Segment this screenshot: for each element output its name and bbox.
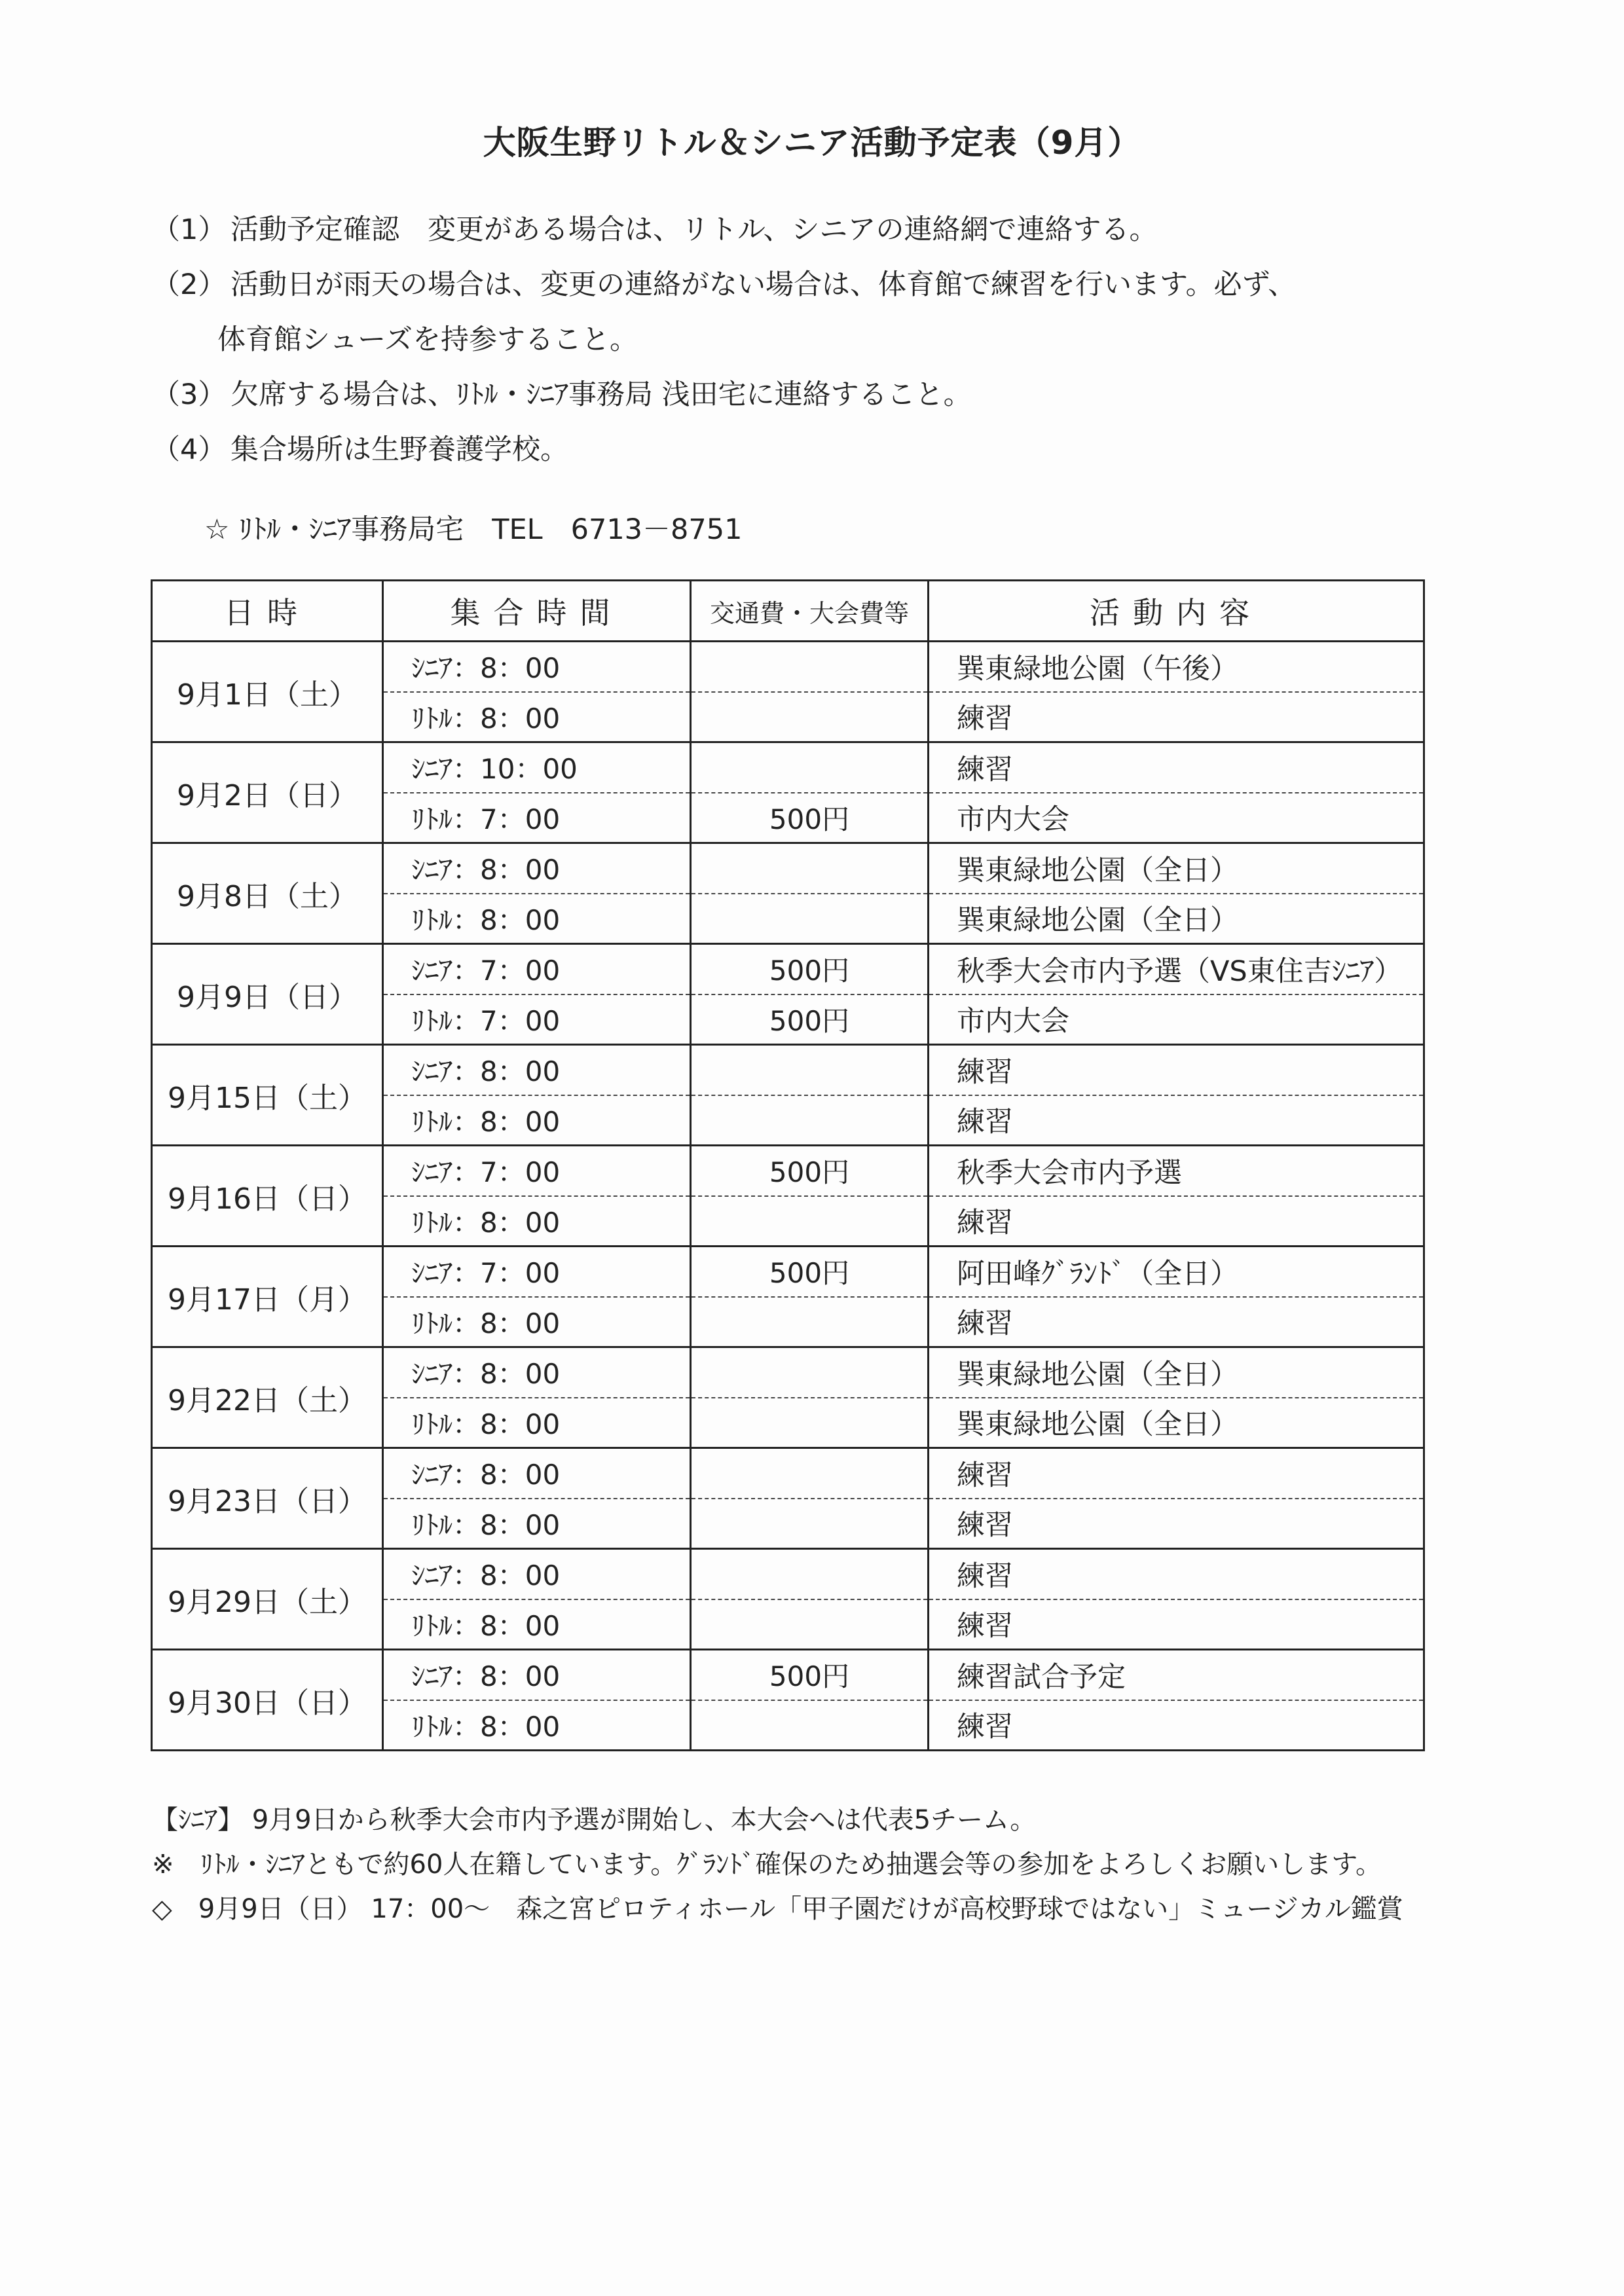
little-fee-cell: [691, 1095, 929, 1146]
little-activity-cell: 市内大会: [929, 793, 1424, 843]
senior-activity-cell: 練習: [929, 1448, 1424, 1499]
date-cell: 9月15日（土）: [152, 1045, 383, 1146]
senior-activity-cell: 練習: [929, 1045, 1424, 1095]
note-item: [152, 268, 1462, 356]
date-cell: 9月16日（日）: [152, 1146, 383, 1247]
little-time-cell: ﾘﾄﾙ：8：00: [383, 1499, 691, 1549]
little-fee-cell: 500円: [691, 793, 929, 843]
table-row-senior: [152, 742, 1424, 793]
little-fee-cell: [691, 1398, 929, 1448]
little-fee-cell: [691, 1499, 929, 1549]
senior-activity-cell: 阿田峰ｸﾞﾗﾝﾄﾞ（全日）: [929, 1247, 1424, 1297]
senior-fee-cell: 500円: [691, 1247, 929, 1297]
senior-activity-cell: 秋季大会市内予選（VS東住吉ｼﾆｱ）: [929, 944, 1424, 994]
table-row-senior: [152, 1247, 1424, 1297]
little-fee-cell: [691, 692, 929, 742]
little-time-cell: ﾘﾄﾙ：8：00: [383, 1297, 691, 1347]
little-time-cell: ﾘﾄﾙ：8：00: [383, 1700, 691, 1751]
date-cell: 9月22日（土）: [152, 1347, 383, 1448]
date-cell: 9月8日（土）: [152, 843, 383, 944]
little-time-cell: ﾘﾄﾙ：7：00: [383, 793, 691, 843]
senior-time-cell: ｼﾆｱ：8：00: [383, 843, 691, 894]
table-row-senior: [152, 642, 1424, 692]
senior-fee-cell: [691, 1347, 929, 1398]
little-fee-cell: [691, 1297, 929, 1347]
note-text: 活動予定確認 変更がある場合は、リトル、シニアの連絡網で連絡する。: [231, 213, 1158, 246]
office-phone: ☆ ﾘﾄﾙ・ｼﾆｱ事務局宅 TEL 6713－8751: [204, 513, 743, 546]
date-cell: 9月9日（日）: [152, 944, 383, 1045]
senior-fee-cell: [691, 843, 929, 894]
note-item: [152, 433, 1462, 466]
date-cell: 9月23日（日）: [152, 1448, 383, 1549]
senior-time-cell: ｼﾆｱ：8：00: [383, 1045, 691, 1095]
senior-activity-cell: 練習: [929, 742, 1424, 793]
date-cell: 9月1日（土）: [152, 642, 383, 742]
little-time-cell: ﾘﾄﾙ：7：00: [383, 994, 691, 1045]
note-text: 活動日が雨天の場合は、変更の連絡がない場合は、体育館で練習を行います。必ず、: [231, 268, 1297, 301]
note-number: （3）: [152, 378, 227, 411]
date-cell: 9月29日（土）: [152, 1549, 383, 1650]
little-fee-cell: [691, 1700, 929, 1751]
header-fee: 交通費・大会費等: [691, 581, 929, 642]
little-fee-cell: 500円: [691, 994, 929, 1045]
table-row-senior: [152, 1045, 1424, 1095]
date-cell: 9月30日（日）: [152, 1650, 383, 1751]
senior-fee-cell: 500円: [691, 944, 929, 994]
notes-list: [152, 213, 1462, 491]
senior-fee-cell: [691, 1448, 929, 1499]
little-activity-cell: 巽東緑地公園（全日）: [929, 1398, 1424, 1448]
senior-activity-cell: 巽東緑地公園（全日）: [929, 1347, 1424, 1398]
note-item: [152, 213, 1462, 246]
little-time-cell: ﾘﾄﾙ：8：00: [383, 1196, 691, 1247]
little-time-cell: ﾘﾄﾙ：8：00: [383, 894, 691, 944]
little-activity-cell: 練習: [929, 1599, 1424, 1650]
little-time-cell: ﾘﾄﾙ：8：00: [383, 1398, 691, 1448]
senior-fee-cell: 500円: [691, 1146, 929, 1196]
note-number: （4）: [152, 433, 227, 466]
schedule-table: [151, 579, 1425, 1751]
note-text: 欠席する場合は、ﾘﾄﾙ・ｼﾆｱ事務局 浅田宅に連絡すること。: [231, 378, 972, 411]
little-fee-cell: [691, 1599, 929, 1650]
senior-fee-cell: [691, 742, 929, 793]
senior-time-cell: ｼﾆｱ：8：00: [383, 1448, 691, 1499]
senior-activity-cell: 練習: [929, 1549, 1424, 1599]
footer-line: ◇ 9月9日（日） 17：00～ 森之宮ピロティホール「甲子園だけが高校野球ではない」ミュージカル鑑賞: [152, 1894, 1403, 1924]
senior-activity-cell: 巽東緑地公園（午後）: [929, 642, 1424, 692]
little-time-cell: ﾘﾄﾙ：8：00: [383, 1095, 691, 1146]
note-text: 集合場所は生野養護学校。: [231, 433, 568, 466]
little-activity-cell: 練習: [929, 692, 1424, 742]
senior-fee-cell: 500円: [691, 1650, 929, 1700]
table-row-senior: [152, 944, 1424, 994]
senior-activity-cell: 練習試合予定: [929, 1650, 1424, 1700]
senior-time-cell: ｼﾆｱ：7：00: [383, 1146, 691, 1196]
header-activity: 活動内容: [929, 581, 1424, 642]
footer-notes: [152, 1807, 1527, 1941]
table-row-senior: [152, 843, 1424, 894]
note-number: （1）: [152, 213, 227, 246]
little-activity-cell: 練習: [929, 1196, 1424, 1247]
table-row-senior: [152, 1146, 1424, 1196]
senior-time-cell: ｼﾆｱ：7：00: [383, 944, 691, 994]
date-cell: 9月2日（日）: [152, 742, 383, 843]
little-fee-cell: [691, 1196, 929, 1247]
senior-time-cell: ｼﾆｱ：7：00: [383, 1247, 691, 1297]
senior-fee-cell: [691, 1549, 929, 1599]
senior-activity-cell: 秋季大会市内予選: [929, 1146, 1424, 1196]
senior-time-cell: ｼﾆｱ：8：00: [383, 1650, 691, 1700]
senior-activity-cell: 巽東緑地公園（全日）: [929, 843, 1424, 894]
little-activity-cell: 市内大会: [929, 994, 1424, 1045]
little-fee-cell: [691, 894, 929, 944]
senior-time-cell: ｼﾆｱ：8：00: [383, 1347, 691, 1398]
table-row-senior: [152, 1347, 1424, 1398]
header-time: 集合時間: [383, 581, 691, 642]
page-title: 大阪生野リトル＆シニア活動予定表（9月）: [483, 124, 1141, 162]
table-row-senior: [152, 1549, 1424, 1599]
little-activity-cell: 練習: [929, 1297, 1424, 1347]
little-activity-cell: 練習: [929, 1499, 1424, 1549]
note-text-continued: 体育館シューズを持参すること。: [217, 323, 638, 356]
table-row-senior: [152, 1448, 1424, 1499]
note-item: [152, 378, 1462, 411]
table-header-row: [152, 581, 1424, 642]
senior-time-cell: ｼﾆｱ：8：00: [383, 1549, 691, 1599]
header-date: 日時: [152, 581, 383, 642]
senior-time-cell: ｼﾆｱ：10：00: [383, 742, 691, 793]
little-activity-cell: 練習: [929, 1700, 1424, 1751]
note-number: （2）: [152, 268, 227, 301]
table-row-senior: [152, 1650, 1424, 1700]
little-activity-cell: 練習: [929, 1095, 1424, 1146]
little-time-cell: ﾘﾄﾙ：8：00: [383, 1599, 691, 1650]
footer-line: 【ｼﾆｱ】 9月9日から秋季大会市内予選が開始し、本大会へは代表5チーム。: [152, 1805, 1037, 1835]
little-activity-cell: 巽東緑地公園（全日）: [929, 894, 1424, 944]
footer-line: ※ ﾘﾄﾙ・ｼﾆｱともで約60人在籍しています。ｸﾞﾗﾝﾄﾞ確保のため抽選会等の参加をよろしくお願いします。: [152, 1850, 1382, 1880]
senior-time-cell: ｼﾆｱ：8：00: [383, 642, 691, 692]
senior-fee-cell: [691, 642, 929, 692]
senior-fee-cell: [691, 1045, 929, 1095]
little-time-cell: ﾘﾄﾙ：8：00: [383, 692, 691, 742]
date-cell: 9月17日（月）: [152, 1247, 383, 1347]
